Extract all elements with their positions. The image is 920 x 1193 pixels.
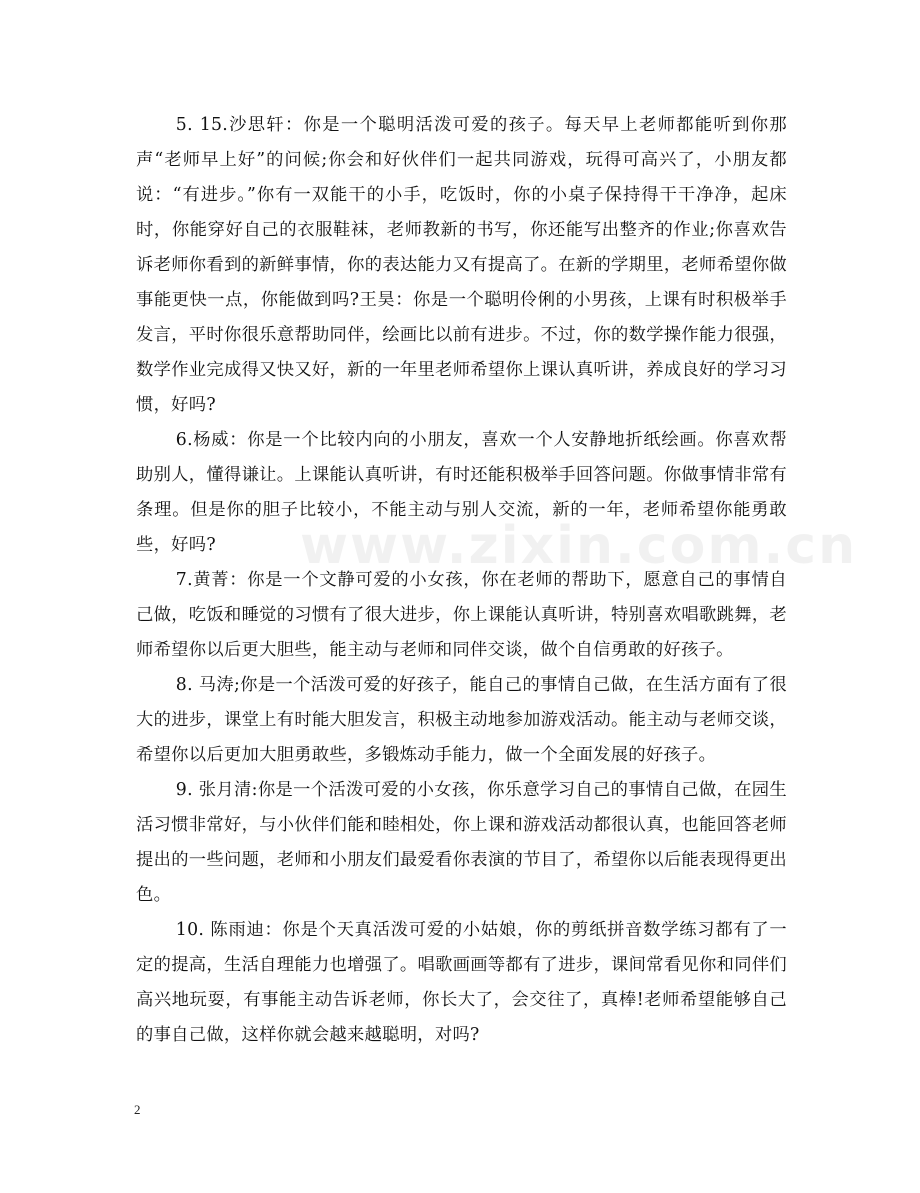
page-number: 2 — [134, 1102, 141, 1117]
paragraph-7: 7.黄菁：你是一个文静可爱的小女孩，你在老师的帮助下，愿意自己的事情自己做，吃饭和睡觉的习惯有了很大进步，你上课能认真听讲，特别喜欢唱歌跳舞，老师希望你以后更大胆些，能主动与老师和同伴交谈，做个自信勇敢的好孩子。 — [136, 570, 787, 660]
watermark: www.zixin.com.cn — [300, 516, 858, 576]
paragraph-5: 5. 15.沙思轩：你是一个聪明活泼可爱的孩子。每天早上老师都能听到你那声“老师早上好”的问候;你会和好伙伴们一起共同游戏，玩得可高兴了，小朋友都说：“有进步。”你有一双能干的小手，吃饭时，你的小桌子保持得干干净净，起床时，你能穿好自己的衣服鞋袜，老师教新的书写，你还能写出整齐的作业;你喜欢告诉老师你看到的新鲜事情，你的表达能力又有提高了。在新的学期里，老师希望你做事能更快一点，你能做到吗?王昊：你是一个聪明伶俐的小男孩，上课有时积极举手发言，平时你很乐意帮助同伴，绘画比以前有进步。不过，你的数学操作能力很强，数学作业完成得又快又好，新的一年里老师希望你上课认真听讲，养成良好的学习习惯，好吗? — [136, 115, 787, 415]
paragraph-8: 8. 马涛;你是一个活泼可爱的好孩子，能自己的事情自己做，在生活方面有了很大的进步，课堂上有时能大胆发言，积极主动地参加游戏活动。能主动与老师交谈，希望你以后更加大胆勇敢些，多锻炼动手能力，做一个全面发展的好孩子。 — [136, 675, 787, 765]
paragraph-6: 6.杨威：你是一个比较内向的小朋友，喜欢一个人安静地折纸绘画。你喜欢帮助别人，懂得谦让。上课能认真听讲，有时还能积极举手回答问题。你做事情非常有条理。但是你的胆子比较小，不能主动与别人交流，新的一年，老师希望你能勇敢些，好吗? — [136, 430, 787, 555]
paragraph-9: 9. 张月清:你是一个活泼可爱的小女孩，你乐意学习自己的事情自己做，在园生活习惯非常好，与小伙伴们能和睦相处，你上课和游戏活动都很认真，也能回答老师提出的一些问题，老师和小朋友们最爱看你表演的节目了，希望你以后能表现得更出色。 — [136, 780, 787, 905]
document-body — [136, 108, 787, 1053]
paragraph-10: 10. 陈雨迪：你是个天真活泼可爱的小姑娘，你的剪纸拼音数学练习都有了一定的提高，生活自理能力也增强了。唱歌画画等都有了进步，课间常看见你和同伴们高兴地玩耍，有事能主动告诉老师，你长大了，会交往了，真棒!老师希望能够自己的事自己做，这样你就会越来越聪明，对吗? — [136, 920, 787, 1045]
